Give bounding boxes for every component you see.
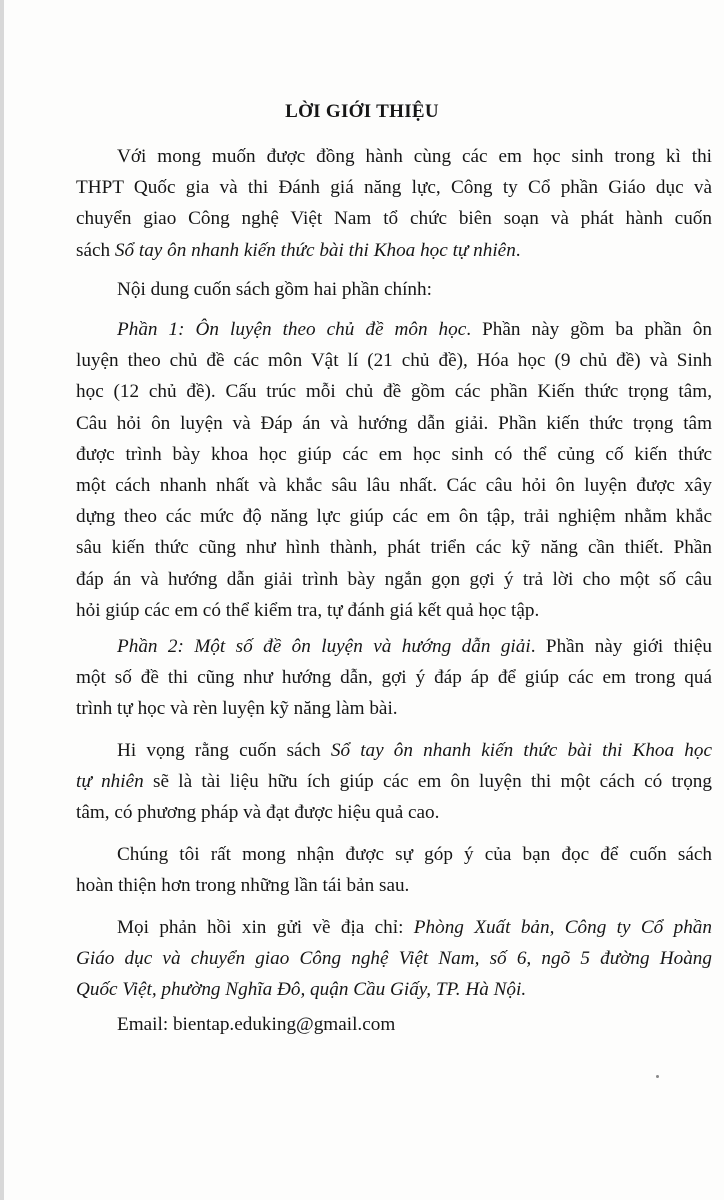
- address-text: Giáo dục và chuyển giao Công nghệ Việt Nam, số 6, ngõ 5 đường Hoàng: [76, 948, 712, 970]
- text-line: Câu hỏi ôn luyện và Đáp án và hướng dẫn giải. Phần kiến thức trọng tâm: [76, 412, 712, 434]
- text-line: chuyển giao Công nghệ Việt Nam tổ chức biên soạn và phát hành cuốn: [76, 208, 712, 230]
- text-line: [76, 766, 712, 797]
- speck: [656, 1075, 659, 1078]
- text-line: được trình bày khoa học giúp các em học sinh có thể củng cố kiến thức: [76, 443, 712, 465]
- text-line: [76, 235, 712, 266]
- book-title: Sổ tay ôn nhanh kiến thức bài thi Khoa học tự nhiên: [114, 239, 516, 261]
- book-title: tự nhiên: [76, 771, 144, 793]
- text-span: .: [515, 239, 521, 261]
- text-line: THPT Quốc gia và thi Đánh giá năng lực, Công ty Cổ phần Giáo dục và: [76, 177, 712, 199]
- text-span: sẽ là tài liệu hữu ích giúp các em ôn luyện thi một cách có trọng: [143, 771, 712, 793]
- text-span: . Phần này giới thiệu: [530, 636, 712, 657]
- text-line: hỏi giúp các em có thể kiểm tra, tự đánh giá kết quả học tập.: [76, 599, 540, 621]
- text-line: [76, 912, 712, 943]
- text-line: trình tự học và rèn luyện kỹ năng làm bài.: [76, 698, 398, 720]
- text-line: sâu kiến thức cũng như hình thành, phát triển các kỹ năng cần thiết. Phần: [76, 537, 712, 559]
- text-line: đáp án và hướng dẫn giải trình bày ngắn gọn gợi ý trả lời cho một số câu: [76, 568, 712, 590]
- text-line: học (12 chủ đề). Cấu trúc mỗi chủ đề gồm các phần Kiến thức trọng tâm,: [76, 381, 712, 403]
- text-line: hoàn thiện hơn trong những lần tái bản sau.: [76, 875, 410, 897]
- hope-paragraph: [76, 735, 712, 829]
- text-line: [76, 314, 712, 345]
- text-line: [76, 974, 712, 1005]
- text-line: [76, 943, 712, 974]
- feedback-request-paragraph: [76, 839, 712, 901]
- address-text: Phòng Xuất bản, Công ty Cổ phần: [413, 917, 712, 938]
- page-edge: [0, 0, 4, 1200]
- part2-heading: Phần 2: Một số đề ôn luyện và hướng dẫn giải: [117, 636, 531, 657]
- address-text: Quốc Việt, phường Nghĩa Đô, quận Cầu Giấy, TP. Hà Nội.: [76, 979, 527, 1001]
- book-title: Sổ tay ôn nhanh kiến thức bài thi Khoa học: [330, 740, 712, 761]
- part1-heading: Phần 1: Ôn luyện theo chủ đề môn học: [117, 319, 467, 340]
- text-line: một số đề thi cũng như hướng dẫn, gợi ý đáp áp để giúp các em trong quá: [76, 667, 712, 689]
- email-line: Email: bientap.eduking@gmail.com: [117, 1014, 396, 1035]
- page-title: LỜI GIỚI THIỆU: [285, 101, 439, 122]
- intro-paragraph: [76, 141, 712, 266]
- text-line: Với mong muốn được đồng hành cùng các em học sinh trong kì thi: [117, 146, 712, 167]
- text-span: Mọi phản hồi xin gửi về địa chỉ:: [117, 917, 414, 938]
- text-line: Nội dung cuốn sách gồm hai phần chính:: [117, 279, 432, 300]
- address-paragraph: [76, 912, 712, 1006]
- text-line: luyện theo chủ đề các môn Vật lí (21 chủ đề), Hóa học (9 chủ đề) và Sinh: [76, 350, 712, 372]
- email-paragraph: [76, 1009, 712, 1040]
- text-span: Hi vọng rằng cuốn sách: [117, 740, 331, 761]
- text-line: [76, 631, 712, 662]
- text-line: một cách nhanh nhất và khắc sâu lâu nhất. Các câu hỏi ôn luyện được xây: [76, 474, 712, 496]
- text-line: dựng theo các mức độ năng lực giúp các em ôn tập, trải nghiệm nhằm khắc: [76, 506, 712, 528]
- part2-paragraph: [76, 631, 712, 725]
- part1-paragraph: [76, 314, 712, 626]
- text-line: [76, 735, 712, 766]
- content-intro-paragraph: [76, 274, 712, 305]
- text-line: Chúng tôi rất mong nhận được sự góp ý của bạn đọc để cuốn sách: [117, 844, 712, 865]
- text-line: tâm, có phương pháp và đạt được hiệu quả cao.: [76, 802, 440, 824]
- text-span: sách: [76, 239, 115, 261]
- text-span: . Phần này gồm ba phần ôn: [466, 319, 712, 340]
